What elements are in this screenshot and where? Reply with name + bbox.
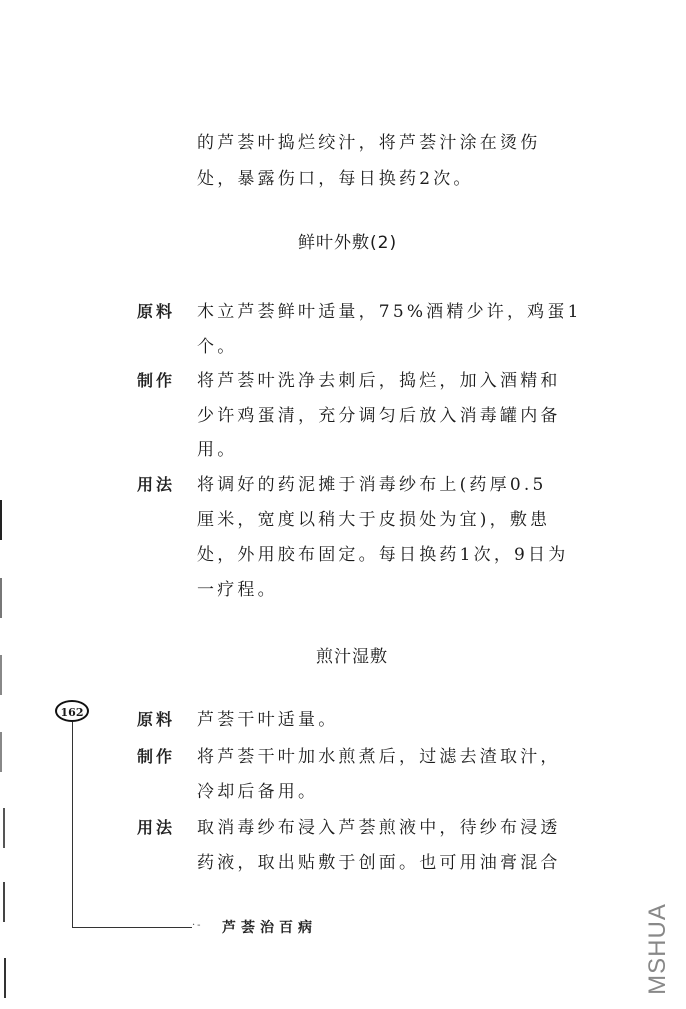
item-label-ingredients: 原料 — [137, 302, 176, 321]
body-text-line: 取消毒纱布浸入芦荟煎液中，待纱布浸透 — [197, 818, 561, 838]
scan-edge-mark — [0, 655, 2, 695]
section-title: 鲜叶外敷(2) — [298, 233, 398, 253]
body-text-line: 的芦荟叶捣烂绞汁，将芦荟汁涂在烫伤 — [197, 133, 541, 153]
body-text-line: 少许鸡蛋清，充分调匀后放入消毒罐内备 — [197, 406, 561, 426]
body-text-line: 厘米，宽度以稍大于皮损处为宜)，敷患 — [197, 510, 551, 530]
page-number-badge: 162 — [55, 700, 89, 722]
body-text-line: 用。 — [197, 440, 238, 460]
body-text-line: 处，暴露伤口，每日换药2次。 — [197, 169, 474, 189]
item-label-usage: 用法 — [137, 818, 176, 837]
scan-edge-mark — [3, 882, 5, 922]
section-title: 煎汁湿敷 — [316, 647, 388, 667]
margin-rule-horizontal — [72, 927, 192, 928]
scan-edge-mark — [0, 578, 2, 618]
running-footer-title: 芦荟治百病 — [222, 920, 317, 936]
scan-edge-mark — [0, 500, 2, 540]
body-text-line: 一疗程。 — [197, 580, 278, 600]
item-label-usage: 用法 — [137, 475, 176, 494]
scan-edge-mark — [4, 958, 6, 998]
body-text-line: 将芦荟叶洗净去刺后，捣烂，加入酒精和 — [197, 371, 561, 391]
item-label-preparation: 制作 — [137, 371, 176, 390]
body-text-line: 木立芦荟鲜叶适量，75%酒精少许，鸡蛋1 — [197, 302, 582, 322]
body-text-line: 处，外用胶布固定。每日换药1次，9日为 — [197, 545, 569, 565]
margin-rule-vertical — [72, 722, 73, 928]
footer-dash-icon: ·- — [192, 920, 203, 931]
body-text-line: 将调好的药泥摊于消毒纱布上(药厚0.5 — [197, 475, 547, 495]
body-text-line: 药液，取出贴敷于创面。也可用油膏混合 — [197, 853, 561, 873]
item-label-preparation: 制作 — [137, 747, 176, 766]
item-label-ingredients: 原料 — [137, 710, 176, 729]
body-text-line: 芦荟干叶适量。 — [197, 710, 339, 730]
body-text-line: 个。 — [197, 337, 238, 357]
watermark: MSHUA — [644, 903, 671, 995]
scan-edge-mark — [0, 732, 2, 772]
scan-edge-mark — [3, 808, 5, 848]
body-text-line: 将芦荟干叶加水煎煮后，过滤去渣取汁， — [197, 747, 561, 767]
body-text-line: 冷却后备用。 — [197, 782, 319, 802]
